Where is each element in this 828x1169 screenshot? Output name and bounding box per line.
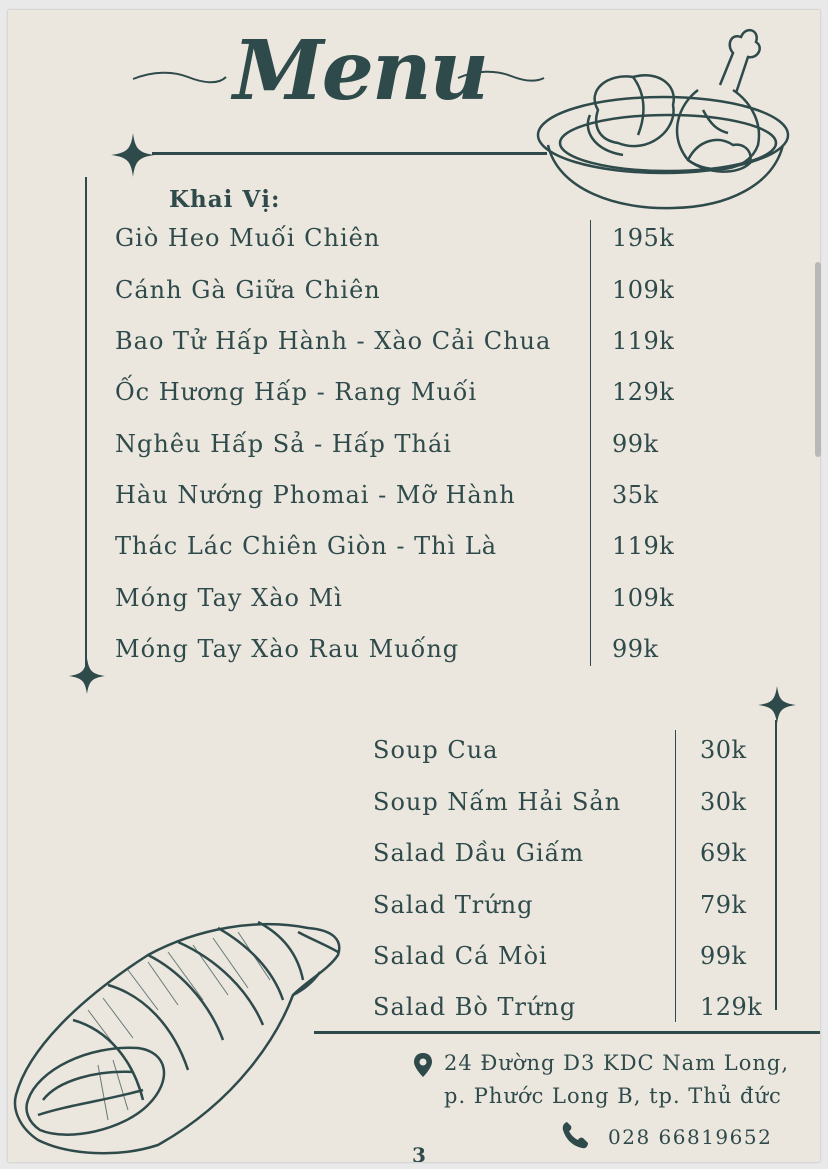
phone-icon [561,1120,589,1150]
bottom-divider [314,1031,820,1034]
menu-item-price: 99k [612,635,659,663]
left-vertical-rule [85,177,87,667]
sea-shell-illustration [8,910,348,1160]
menu-item-price: 129k [612,378,675,406]
address-line-1: 24 Đường D3 KDC Nam Long, [444,1051,790,1075]
price-column-divider [590,220,591,666]
page-number: 3 [412,1143,426,1162]
menu-item-price: 35k [612,481,659,509]
map-pin-icon [414,1053,436,1079]
menu-item-name: Nghêu Hấp Sả - Hấp Thái [115,430,452,458]
menu-title: Menu [233,23,488,119]
menu-item-name: Giò Heo Muối Chiên [115,224,381,252]
menu-item-name: Móng Tay Xào Mì [115,584,343,612]
menu-item-price: 129k [700,993,763,1021]
menu-item-price: 69k [700,839,747,867]
appetizers-heading: Khai Vị: [169,186,281,213]
menu-item-name: Móng Tay Xào Rau Muống [115,635,460,663]
food-bowl-illustration [538,15,808,220]
menu-item-price: 99k [612,430,659,458]
menu-item-price: 99k [700,942,747,970]
menu-item-name: Salad Trứng [373,891,534,919]
menu-item-name: Cánh Gà Giữa Chiên [115,276,381,304]
scrollbar-thumb[interactable] [815,262,821,457]
menu-item-price: 109k [612,584,675,612]
title-flourish-left [128,65,228,95]
menu-item-price: 119k [612,327,675,355]
phone-number: 028 66819652 [608,1125,773,1149]
menu-item-name: Salad Bò Trứng [373,993,577,1021]
right-vertical-rule [775,720,777,1010]
menu-item-name: Bao Tử Hấp Hành - Xào Cải Chua [115,327,552,355]
menu-item-price: 30k [700,736,747,764]
sparkle-icon [758,686,796,724]
sparkle-icon [111,133,155,177]
menu-item-name: Soup Nấm Hải Sản [373,788,622,816]
menu-item-price: 79k [700,891,747,919]
menu-item-name: Thác Lác Chiên Giòn - Thì Là [115,532,498,560]
address-line-2: p. Phước Long B, tp. Thủ đức [444,1084,782,1108]
title-flourish-right [456,66,546,96]
menu-page [8,10,820,1162]
menu-item-name: Hàu Nướng Phomai - Mỡ Hành [115,481,516,509]
menu-item-name: Ốc Hương Hấp - Rang Muối [115,378,478,406]
menu-item-price: 109k [612,276,675,304]
menu-item-price: 119k [612,532,675,560]
menu-item-price: 195k [612,224,675,252]
menu-item-name: Salad Dầu Giấm [373,839,585,867]
menu-item-name: Soup Cua [373,736,499,764]
sparkle-icon [69,658,105,694]
top-divider [152,152,547,155]
menu-item-price: 30k [700,788,747,816]
menu-item-name: Salad Cá Mòi [373,942,548,970]
soup-price-column-divider [675,730,676,1022]
